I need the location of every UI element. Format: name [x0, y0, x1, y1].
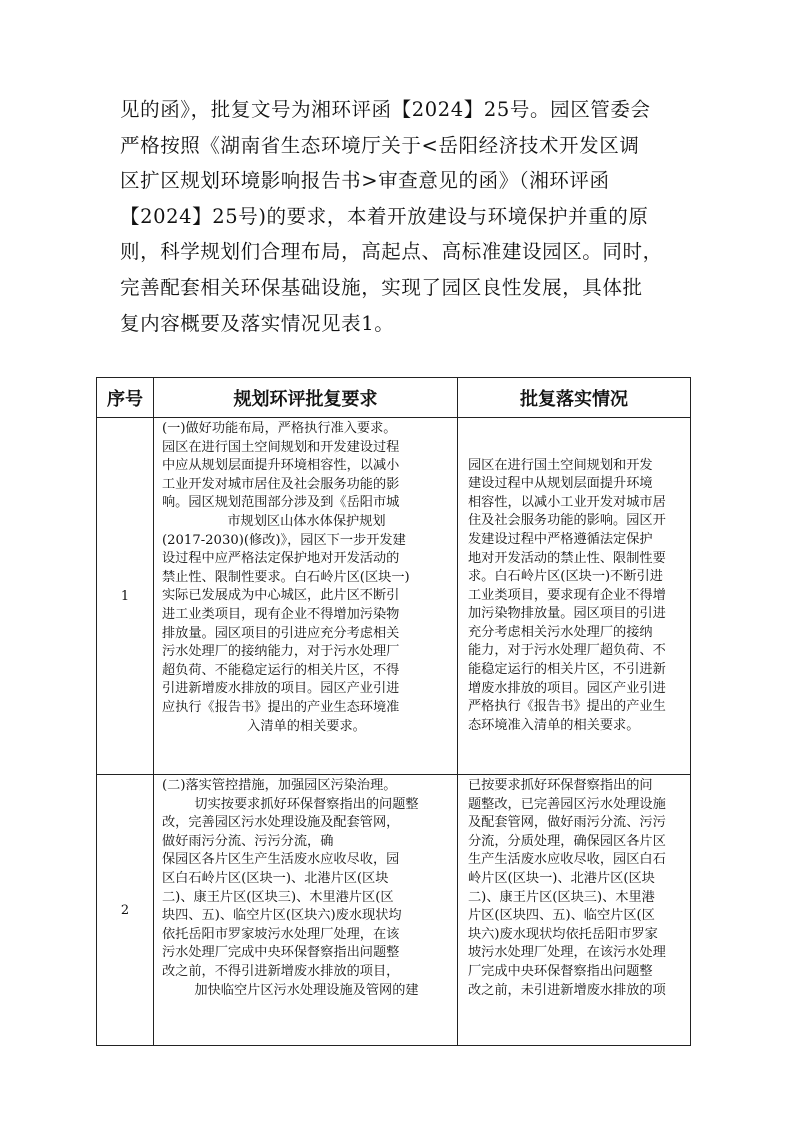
requirement-line: 块四、五)、临空片区(区块六)废水现状均: [162, 908, 402, 924]
requirement-line: 设过程中应严格法定保护地对开发活动的: [162, 551, 400, 567]
requirement-line: 园区在进行国土空间规划和开发建设过程: [162, 439, 400, 455]
requirement-line: 切实按要求抓好环保督察指出的问题整: [194, 796, 419, 812]
header-requirement: 规划环评批复要求: [154, 378, 458, 418]
table-row: [97, 418, 691, 775]
intro-line: 【2024】25号)的要求，本着开放建设与环境保护并重的原: [120, 204, 649, 228]
table-header-row: [97, 378, 691, 418]
requirement-line: 改，完善园区污水处理设施及配套管网，: [162, 815, 400, 831]
implementation-line: 增废水排放的项目。园区产业引进: [468, 680, 666, 696]
table-row: [97, 775, 691, 1046]
requirement-line: 污水处理厂的接纳能力，对于污水处理厂: [162, 644, 400, 660]
implementation-line: 厂完成中央环保督察指出问题整: [468, 963, 653, 979]
implementation-line: 能力，对于污水处理厂超负荷、不: [468, 643, 666, 659]
requirement-line: 排放量。园区项目的引进应充分考虑相关: [162, 625, 400, 641]
header-seq: 序号: [97, 378, 154, 418]
implementation-line: 块六)废水现状均依托岳阳市罗家: [468, 926, 658, 942]
intro-line: 区扩区规划环境影响报告书>审查意见的函》（湘环评函: [120, 169, 610, 193]
implementation-line: 题整改，已完善园区污水处理设施: [468, 796, 666, 812]
header-implementation: 批复落实情况: [458, 378, 691, 418]
requirement-line: 污水处理厂完成中央环保督察指出问题整: [162, 945, 400, 961]
requirement-line: 响。园区规划范围部分涉及到《岳阳市城: [162, 495, 400, 511]
requirement-line: 区白石岭片区(区块一)、北港片区(区块: [162, 870, 389, 886]
implementation-line: 严格执行《报告书》提出的产业生: [468, 699, 666, 715]
requirement-line: 进工业类项目，现有企业不得增加污染物: [162, 606, 400, 622]
implementation-line: 岭片区(区块一)、北港片区(区块: [468, 870, 655, 886]
implementation-line: 及配套管网，做好雨污分流、污污: [468, 815, 666, 831]
row-number: 1: [97, 418, 154, 775]
implementation-line: 求。白石岭片区(区块一)不断引进: [468, 569, 663, 585]
requirement-line: 中应从规划层面提升环境相容性，以减小: [162, 458, 400, 474]
implementation-line: 片区(区块四、五)、临空片区(区: [468, 908, 655, 924]
intro-paragraph: [120, 92, 690, 341]
implementation-line: 工业类项目，要求现有企业不得增: [468, 587, 666, 603]
implementation-line: 加污染物排放量。园区项目的引进: [468, 606, 666, 622]
requirement-line: 加快临空片区污水处理设施及管网的建: [194, 982, 419, 998]
requirement-line: 做好雨污分流、污污分流，确: [162, 833, 334, 849]
implementation-line: 地对开发活动的禁止性、限制性要: [468, 550, 666, 566]
implementation-line: 住及社会服务功能的影响。园区开: [468, 513, 666, 529]
requirement-line: 保园区各片区生产生活废水应收尽收，园: [162, 852, 400, 868]
implementation-line: 坡污水处理厂处理，在该污水处理: [468, 945, 666, 961]
intro-line: 复内容概要及落实情况见表1。: [120, 311, 395, 335]
intro-line: 完善配套相关环保基础设施，实现了园区良性发展，具体批: [120, 275, 643, 299]
row-number: 2: [97, 775, 154, 1046]
requirement-line: 改之前，不得引进新增废水排放的项目，: [162, 963, 400, 979]
implementation-line: 发建设过程中严格遵循法定保护: [468, 531, 653, 547]
requirement-cell: [154, 418, 458, 775]
requirement-line: 实际已发展成为中心城区，此片区不断引: [162, 588, 400, 604]
requirement-line: (一)做好功能布局，严格执行准入要求。: [162, 421, 397, 436]
implementation-cell: [458, 418, 691, 775]
requirement-line: 市规划区山体水体保护规划: [227, 513, 386, 529]
implementation-line: 态环境准入清单的相关要求。: [468, 717, 640, 733]
intro-line: 见的函》，批复文号为湘环评函【2024】25号。园区管委会: [120, 98, 651, 121]
requirement-line: 引进新增废水排放的项目。园区产业引进: [162, 681, 400, 697]
implementation-line: 生产生活废水应收尽收，园区白石: [468, 852, 666, 868]
requirement-line: 入清单的相关要求。: [247, 718, 366, 734]
implementation-line: 已按要求抓好环保督察指出的问: [468, 778, 653, 793]
implementation-line: 园区在进行国土空间规划和开发: [468, 457, 653, 473]
approval-table: [96, 377, 691, 1046]
requirement-cell: [154, 775, 458, 1046]
implementation-cell: [458, 775, 691, 1046]
implementation-line: 改之前，未引进新增废水排放的项: [468, 982, 666, 998]
requirement-line: 工业开发对城市居住及社会服务功能的影: [162, 476, 400, 492]
implementation-line: 相容性，以减小工业开发对城市居: [468, 494, 666, 510]
implementation-line: 能稳定运行的相关片区，不引进新: [468, 662, 666, 678]
requirement-line: 依托岳阳市罗家坡污水处理厂处理，在该: [162, 926, 400, 942]
implementation-line: 二)、康王片区(区块三)、木里港: [468, 889, 655, 905]
requirement-line: 超负荷、不能稳定运行的相关片区，不得: [162, 662, 400, 678]
requirement-line: (2017-2030)(修改)》，园区下一步开发建: [162, 532, 406, 548]
implementation-line: 充分考虑相关污水处理厂的接纳: [468, 624, 653, 640]
requirement-line: (二)落实管控措施，加强园区污染治理。: [162, 778, 397, 793]
requirement-line: 应执行《报告书》提出的产业生态环境准: [162, 699, 400, 715]
implementation-line: 分流，分质处理，确保园区各片区: [468, 833, 666, 849]
requirement-line: 禁止性、限制性要求。白石岭片区(区块一): [162, 569, 410, 585]
requirement-line: 二)、康王片区(区块三)、木里港片区(区: [162, 889, 394, 905]
implementation-line: 建设过程中从规划层面提升环境: [468, 476, 653, 492]
intro-line: 严格按照《湖南省生态环境厅关于<岳阳经济技术开发区调: [120, 133, 640, 157]
intro-line: 则，科学规划们合理布局，高起点、高标准建设园区。同时，: [120, 240, 663, 264]
